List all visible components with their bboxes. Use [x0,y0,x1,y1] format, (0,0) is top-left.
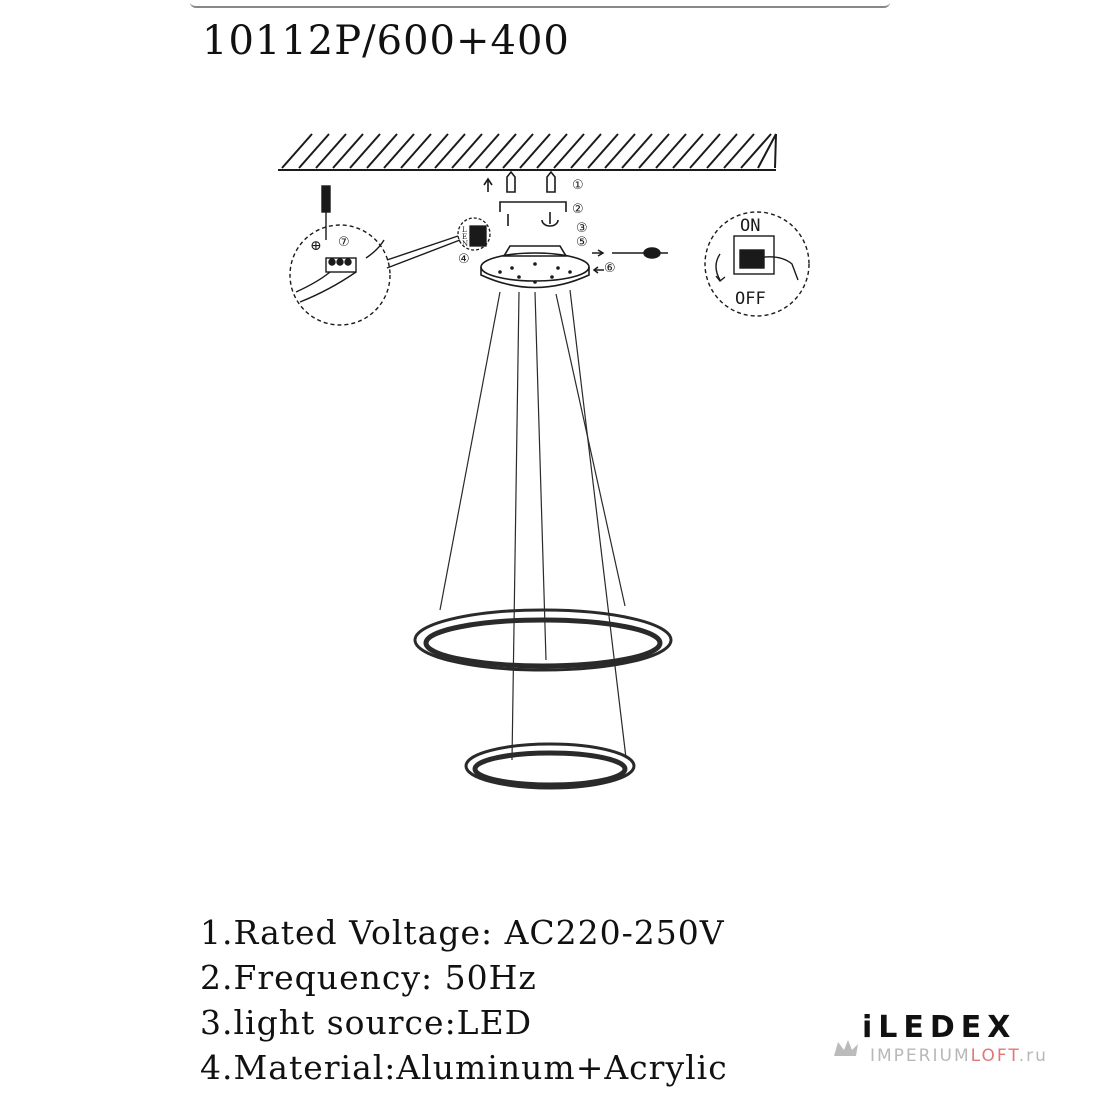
ceiling-hatch-line [350,134,380,168]
ceiling-hatch-line [673,134,703,168]
wire-label-e: E [462,233,468,241]
screwdriver-detail [290,186,460,325]
ceiling-hatch-line [639,134,669,168]
canopy-screw-hole [550,275,554,279]
ceiling-hatch-line [724,134,754,168]
ceiling-hatch-line [775,134,776,168]
step-number-6: ⑥ [604,261,616,276]
ceiling-hatch-line [622,134,652,168]
switch-off-label: OFF [735,289,766,309]
brand-logo-text: iLEDEX [862,1010,1017,1045]
ceiling-hatch-line [690,134,720,168]
watermark-part-b: LOFT [970,1046,1019,1066]
ceiling-hatch-line [588,134,618,168]
model-number: 10112P/600+400 [202,18,570,64]
ceiling-hatch-line [656,134,686,168]
wire-label-l: L [462,226,467,234]
ceiling-hatch-line [520,134,550,168]
watermark-part-a: IMPERIUM [870,1046,971,1066]
wire-label-n: N [462,240,469,248]
svg-text:⊕: ⊕ [310,238,322,254]
ceiling-hatch-line [282,134,312,168]
spec-voltage: 1.Rated Voltage: AC220-250V [200,913,725,952]
switch-on-label: ON [740,216,761,236]
crown-icon [832,1036,860,1060]
step-number-2: ② [572,202,584,217]
ceiling-hatch-line [571,134,601,168]
step-number-7: ⑦ [338,235,350,250]
canopy-screw-hole [556,266,560,270]
ceiling-hatch-line [605,134,635,168]
canopy-screw-hole [533,280,537,284]
step-number-3: ③ [576,221,588,236]
step-number-1: ① [572,178,584,193]
switch-detail [705,212,809,316]
ceiling-hatch-line [469,134,499,168]
spec-material: 4.Material:Aluminum+Acrylic [200,1048,728,1087]
canopy-screw-hole [533,262,537,266]
ceiling-hatch-line [537,134,567,168]
specifications-list [200,910,728,1090]
large-ring [415,610,671,670]
suspension-cables [440,290,626,760]
ceiling-hatch-line [418,134,448,168]
watermark-part-c: .ru [1018,1046,1048,1066]
ceiling-hatch-line [316,134,346,168]
brand-block [862,1010,1048,1066]
ceiling-hatch-line [384,134,414,168]
spec-light-source: 3.light source:LED [200,1003,533,1042]
small-ring [466,744,634,788]
spec-frequency: 2.Frequency: 50Hz [200,958,537,997]
canopy-screw-hole [498,270,502,274]
ceiling-hatch-line [554,134,584,168]
ceiling-hatch-line [486,134,516,168]
canopy-screw-hole [510,266,514,270]
ceiling-hatch-line [333,134,363,168]
step-number-5: ⑤ [576,235,588,250]
canopy-screw-hole [568,270,572,274]
step-number-4: ④ [458,252,470,267]
ceiling-hatch-line [707,134,737,168]
ceiling-hatch-line [401,134,431,168]
ceiling-hatch-line [452,134,482,168]
ceiling-hatch-line [435,134,465,168]
ceiling-hatch-line [367,134,397,168]
ceiling-hatch-line [299,134,329,168]
ceiling-hatch-line [503,134,533,168]
ceiling [278,134,776,170]
watermark [870,1046,1048,1066]
canopy-screw-hole [517,275,521,279]
terminal-block [458,218,490,250]
